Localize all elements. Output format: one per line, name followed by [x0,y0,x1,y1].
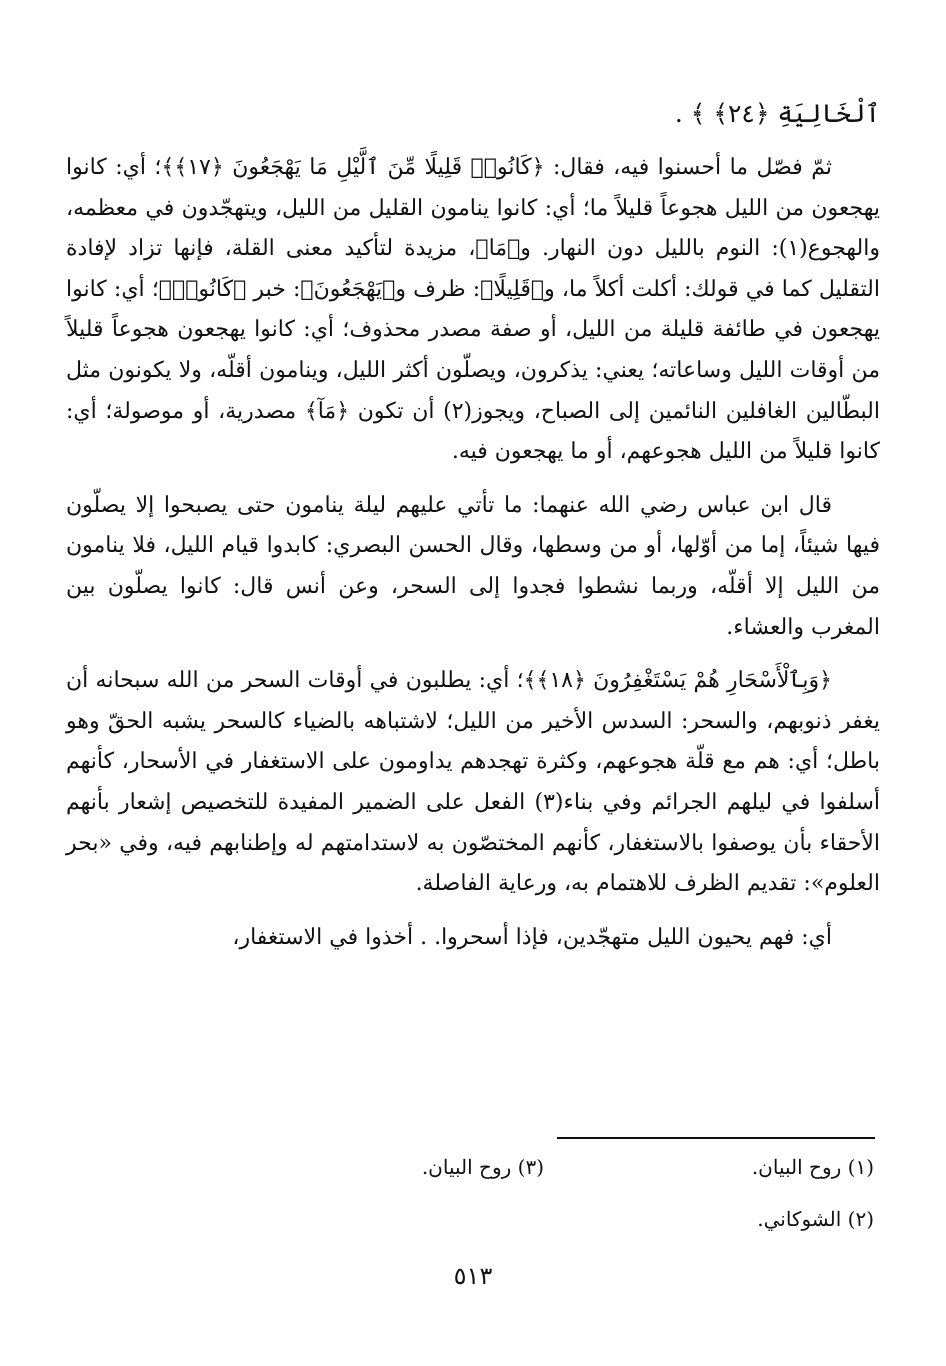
footnotes [314,1152,874,1252]
paragraph-3: ﴿وَبِٱلْأَسْحَارِ هُمْ يَسْتَغْفِرُونَ ﴿١٨﴾﴾؛ أي: يطلبون في أوقات السحر من الله سبحانه أن يغفر ذنوبهم، والسحر: السدس الأخير من الليل؛ لاشتباهه بالضياء كالسحر يشبه الحقّ وهو باطل؛ أي: هم مع قلّة هجوعهم، وكثرة تهجدهم يداومون على الاستغفار في الأسحار، كأنهم أسلفوا في ليلهم الجرائم وفي بناء(٣) الفعل على الضمير المفيدة للتخصيص إشعار بأنهم الأحقاء بأن يوصفوا بالاستغفار، كأنهم المختصّون به لاستدامتهم له وإطنابهم فيه، وفي «بحر العلوم»: تقديم الظرف للاهتمام به، ورعاية الفاصلة. [66,668,880,897]
page-number: ٥١٣ [453,1262,493,1290]
paragraph-2: قال ابن عباس رضي الله عنهما: ما تأتي عليهم ليلة ينامون حتى يصبحوا إلا يصلّون فيها شيئاً، إما من أوّلها، أو من وسطها، وقال الحسن البصري: كابدوا قيام الليل، فلا ينامون من الليل إلا أقلّه، وربما نشطوا فجدوا إلى السحر، وعن أنس قال: كانوا يصلّون بين المغرب والعشاء. [66,492,880,640]
main-text [66,148,880,958]
paragraph-4: أي: فهم يحيون الليل متهجّدين، فإذا أسحروا. . أخذوا في الاستغفار، [232,924,832,950]
footnote-3: (٣) روح البيان. [421,1155,544,1179]
paragraph-1: ثمّ فصّل ما أحسنوا فيه، فقال: ﴿كَانُوا۟ قَلِيلًا مِّنَ ٱلَّيْلِ مَا يَهْجَعُونَ ﴿١٧﴾﴾؛ أي: كانوا يهجعون من الليل هجوعاً قليلاً ما؛ أي: كانوا ينامون القليل من الليل، ويتهجّدون في معظمه، والهجوع(١): النوم بالليل دون النهار. و﴿مَا﴾، مزيدة لتأكيد معنى القلة، فإنها تزاد لإفادة التقليل كما في قولك: أكلت أكلاً ما، و﴿قَلِيلًا﴾: ظرف و﴿يَهْجَعُونَ﴾: خبر ﴿كَانُوا۟﴾؛ أي: كانوا يهجعون في طائفة قليلة من الليل، أو صفة مصدر محذوف؛ أي: كانوا يهجعون هجوعاً قليلاً من أوقات الليل وساعاته؛ يعني: يذكرون، ويصلّون أكثر الليل، وينامون أقلّه، ولا يكونون مثل البطّالين الغافلين النائمين إلى الصباح، ويجوز(٢) أن تكون ﴿مَآ﴾ مصدرية، أو موصولة؛ أي: كانوا قليلاً من الليل هجوعهم، أو ما يهجعون فيه. [66,155,880,465]
footnote-1: (١) روح البيان. [751,1155,874,1179]
footnote-divider [557,1137,875,1139]
footnote-2: (٢) الشوكاني. [757,1207,874,1231]
verse-header: ٱلْخَالِيَةِ ﴿٢٤﴾ ﴾ . [674,99,880,128]
